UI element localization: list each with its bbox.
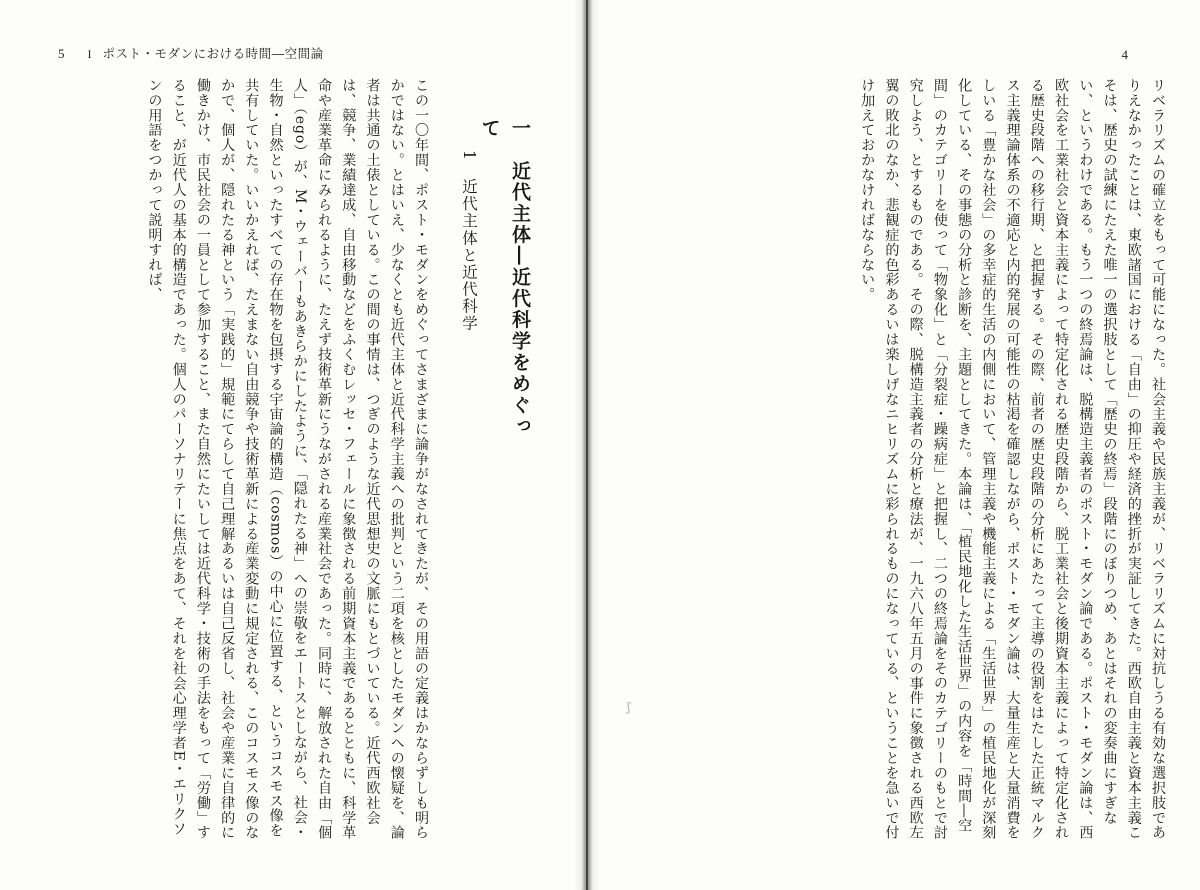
chapter-marker: I bbox=[87, 47, 92, 61]
gutter-shadow-line bbox=[586, 0, 588, 890]
paragraph: 近代西欧社会は、競争、業績達成、自由移動などをふくむレッセ・フェールに象徴される前期資本主義であるとともに、科学革命や産業革命にみられるように、たえず技術革新にうながされる産業社会であった。同時に、解放された自由「個人」（ego）が、M・ウェーバーもあきらかにしたように、「隠れたる神」への崇敬をエートスとしながら、社会・生物・自然といったすべての存在物を包摂する宇宙論的構造（cosmos）の中心に位置する、というコスモス像を共有していた。いいかえれば、たえまない自由競争や技術革新による産業変動に規定される、このコスモス像のなかで、個人が、隠れたる神という「実践的」規範にてらして自己理解あるいは自己反省し、社会や産業に自律的に働きかけ、市民社会の一員として参加すること、また自然にたいしては近代科学・技術の手法をもって「労働」すること、が近代人の基本的構造であった。 bbox=[170, 78, 381, 841]
left-page-folio: 5 bbox=[58, 46, 65, 61]
section-title: 1 近代主体と近代科学 bbox=[460, 150, 478, 332]
paragraph: リベラリズムの確立をもって可能になった。社会主義や民族主義が、リベラリズムに対抗しうる有効な選択肢でありえなかったことは、東欧諸国における「自由」の抑圧や経済的挫折が実証してきた。西欧自由主義と資本主義こそは、歴史の試練にたえた唯一の選択肢として「歴史の終焉」段階にのぼりつめ、あとはそれの変奏曲にすぎない、というわけである。 bbox=[1077, 78, 1166, 841]
right-page-body bbox=[630, 78, 1170, 848]
running-head: ポスト・モダンにおける時間―空間論 bbox=[102, 46, 324, 61]
paragraph: 本論は、「植民地化した生活世界」の内容を「時間―空間」のカテゴリーを使って「物象化」と「分裂症・躁病症」と把握し、二つの終焉論をそのカテゴリーのもとで討究しよう、とするものである。 bbox=[907, 78, 973, 841]
right-page bbox=[597, 0, 1200, 890]
paragraph: 個人のパーソナリテーに焦点をあて、それを社会心理学者E・エリクソンの用語をつかって説明すれば、 bbox=[146, 78, 187, 837]
right-page-folio: 4 bbox=[1121, 47, 1128, 62]
scan-speck: ʃ bbox=[627, 700, 631, 714]
left-page bbox=[0, 0, 585, 890]
paragraph: この一〇年間、ポスト・モダンをめぐってさまざまに論争がなされてきたが、その用語の定義はかならずしも明らかではない。とはいえ、少なくとも近代主体と近代科学主義への批判という二項を核としたモダンへの懐疑を、論者は共通の土俵としている。この間の事情は、つぎのような近代思想史の文脈にもとづいている。 bbox=[364, 78, 429, 841]
paragraph: その際、脱構造主義者の分析と療法が、一九六八年五月の事件に象徴される西欧左翼の敗北のなか、悲観症的色彩あるいは楽しげなニヒリズムに彩られるものになっている、ということを急いで付け加えておかなければならない。 bbox=[859, 78, 924, 841]
left-page-running-header bbox=[58, 44, 324, 62]
paragraph: もう一つの終焉論は、脱構造主義者のポスト・モダン論である。ポスト・モダン論は、西欧社会を工業社会と資本主義によって特定化される歴史段階から、脱工業社会と後期資本主義によって特定化される歴史段階への移行期、と把握する。その際、前者の歴史段階の分析にあたって主導の役割をはたした正統マルクス主義理論体系の不適応と内的発展の可能性の枯渇を確認しながら、ポスト・モダン論は、大量生産と大量消費をしいる「豊かな社会」の多幸症的生活の内側において、管理主義や機能主義による「生活世界」の植民地化が深刻化している、その事態の分析と診断を、主題としてきた。 bbox=[956, 78, 1094, 841]
chapter-title: 一 近代主体―近代科学をめぐって bbox=[478, 118, 531, 438]
left-page-body bbox=[33, 78, 433, 850]
